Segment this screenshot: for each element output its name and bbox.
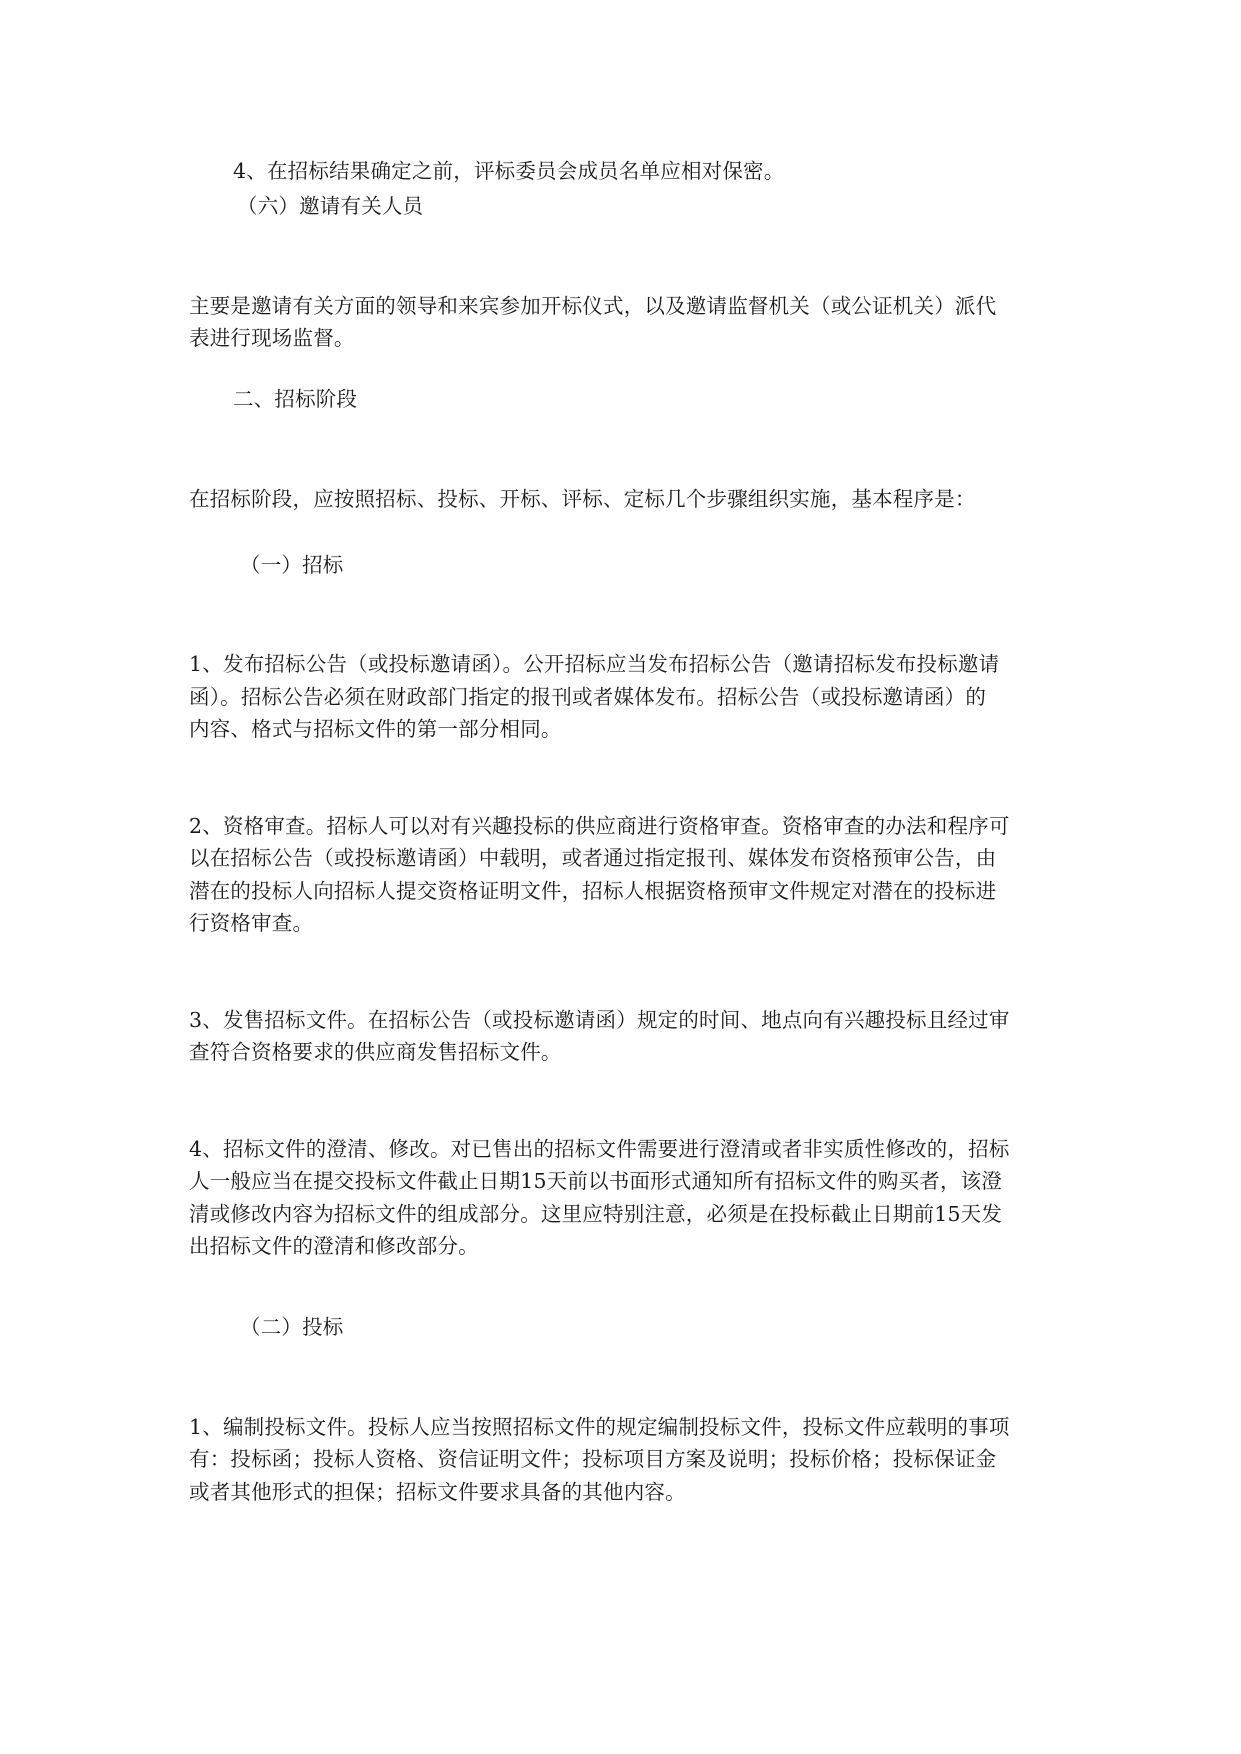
paragraph-line: 1、编制投标文件。投标人应当按照招标文件的规定编制投标文件，投标文件应载明的事项: [189, 1415, 1010, 1439]
paragraph-line: 查符合资格要求的供应商发售招标文件。: [189, 1040, 562, 1064]
paragraph-line: 或者其他形式的担保；招标文件要求具备的其他内容。: [189, 1480, 686, 1504]
paragraph-line: 1、发布招标公告（或投标邀请函）。公开招标应当发布招标公告（邀请招标发布投标邀请: [189, 652, 1000, 676]
item-4-confidential: 4、在招标结果确定之前，评标委员会成员名单应相对保密。: [233, 159, 785, 183]
section-heading-invite: （六）邀请有关人员: [237, 194, 424, 218]
paragraph-line: 函）。招标公告必须在财政部门指定的报刊或者媒体发布。招标公告（或投标邀请函）的: [189, 685, 987, 709]
paragraph-line: 3、发售招标文件。在招标公告（或投标邀请函）规定的时间、地点向有兴趣投标且经过审: [189, 1008, 1010, 1032]
paragraph-line: 在招标阶段，应按照招标、投标、开标、评标、定标几个步骤组织实施，基本程序是：: [189, 487, 976, 511]
paragraph-line: 人一般应当在提交投标文件截止日期15天前以书面形式通知所有招标文件的购买者，该澄: [189, 1169, 1003, 1193]
paragraph-line: 内容、格式与招标文件的第一部分相同。: [189, 717, 562, 741]
paragraph-line: 有：投标函；投标人资格、资信证明文件；投标项目方案及说明；投标价格；投标保证金: [189, 1447, 997, 1471]
section-heading-bid: （二）投标: [240, 1315, 344, 1339]
paragraph-line: 表进行现场监督。: [189, 326, 355, 350]
paragraph-line: 行资格审查。: [189, 911, 314, 935]
paragraph-line: 潜在的投标人向招标人提交资格证明文件，招标人根据资格预审文件规定对潜在的投标进: [189, 879, 997, 903]
paragraph-line: 清或修改内容为招标文件的组成部分。这里应特别注意，必须是在投标截止日期前15天发: [189, 1202, 1003, 1226]
paragraph-line: 2、资格审查。招标人可以对有兴趣投标的供应商进行资格审查。资格审查的办法和程序可: [189, 814, 1010, 838]
section-heading-tender: （一）招标: [240, 553, 344, 577]
paragraph-line: 出招标文件的澄清和修改部分。: [189, 1234, 479, 1258]
paragraph-line: 以在招标公告（或投标邀请函）中载明，或者通过指定报刊、媒体发布资格预审公告，由: [189, 846, 997, 870]
paragraph-line: 主要是邀请有关方面的领导和来宾参加开标仪式，以及邀请监督机关（或公证机关）派代: [189, 294, 997, 318]
section-heading-stage: 二、招标阶段: [233, 387, 358, 411]
paragraph-line: 4、招标文件的澄清、修改。对已售出的招标文件需要进行澄清或者非实质性修改的，招标: [189, 1137, 1010, 1161]
